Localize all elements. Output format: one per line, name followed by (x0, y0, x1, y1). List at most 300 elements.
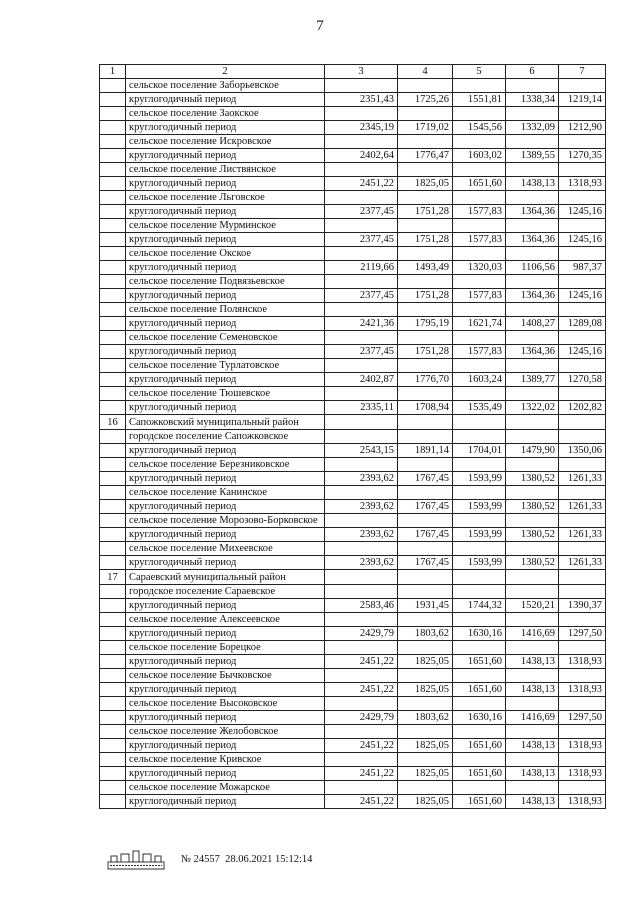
value-cell (325, 331, 398, 345)
table-row (100, 247, 606, 261)
value-cell: 1825,05 (398, 683, 453, 697)
row-index (100, 401, 126, 415)
table-row (100, 753, 606, 767)
value-cell (325, 781, 398, 795)
value-cell: 1297,50 (559, 627, 606, 641)
value-cell (453, 669, 506, 683)
value-cell (398, 163, 453, 177)
value-cell (559, 415, 606, 430)
value-cell: 2451,22 (325, 177, 398, 191)
row-index (100, 528, 126, 542)
value-cell: 2377,45 (325, 233, 398, 247)
value-cell (398, 725, 453, 739)
value-cell: 1389,55 (506, 149, 559, 163)
row-index (100, 613, 126, 627)
value-cell (398, 303, 453, 317)
value-cell: 2345,19 (325, 121, 398, 135)
value-cell (398, 430, 453, 444)
value-cell: 1651,60 (453, 655, 506, 669)
value-cell: 1212,90 (559, 121, 606, 135)
table-row (100, 486, 606, 500)
row-label: сельское поселение Семеновское (126, 331, 325, 345)
value-cell (325, 191, 398, 205)
value-cell (506, 430, 559, 444)
value-cell (506, 191, 559, 205)
row-label: круглогодичный период (126, 373, 325, 387)
table-row (100, 430, 606, 444)
value-cell: 1318,93 (559, 767, 606, 781)
value-cell: 2451,22 (325, 739, 398, 753)
value-cell: 1795,19 (398, 317, 453, 331)
value-cell (506, 135, 559, 149)
value-cell (559, 753, 606, 767)
row-index (100, 683, 126, 697)
row-index (100, 289, 126, 303)
value-cell (325, 669, 398, 683)
value-cell (506, 542, 559, 556)
value-cell (398, 753, 453, 767)
value-cell: 2402,87 (325, 373, 398, 387)
value-cell (453, 303, 506, 317)
value-cell: 1408,27 (506, 317, 559, 331)
row-index (100, 627, 126, 641)
value-cell (325, 753, 398, 767)
value-cell: 1364,36 (506, 289, 559, 303)
table-row (100, 359, 606, 373)
row-label: круглогодичный период (126, 149, 325, 163)
row-label: сельское поселение Бычковское (126, 669, 325, 683)
row-index (100, 93, 126, 107)
value-cell: 1767,45 (398, 556, 453, 570)
value-cell (325, 430, 398, 444)
value-cell: 2393,62 (325, 472, 398, 486)
row-index (100, 444, 126, 458)
value-cell (559, 359, 606, 373)
value-cell: 1825,05 (398, 739, 453, 753)
table-row (100, 177, 606, 191)
value-cell (398, 415, 453, 430)
row-index (100, 387, 126, 401)
table-row (100, 373, 606, 387)
value-cell (453, 430, 506, 444)
row-index (100, 486, 126, 500)
row-label: круглогодичный период (126, 444, 325, 458)
value-cell: 1825,05 (398, 795, 453, 809)
table-row (100, 149, 606, 163)
row-index (100, 458, 126, 472)
table-row (100, 697, 606, 711)
footer (107, 848, 312, 870)
value-cell (506, 753, 559, 767)
value-cell (506, 331, 559, 345)
column-header: 6 (506, 65, 559, 79)
row-index (100, 135, 126, 149)
value-cell (398, 79, 453, 93)
value-cell (559, 697, 606, 711)
value-cell: 1320,03 (453, 261, 506, 275)
row-label: сельское поселение Полянское (126, 303, 325, 317)
value-cell: 2335,11 (325, 401, 398, 415)
table-row (100, 191, 606, 205)
doc-number: № 24557 (181, 853, 220, 865)
table-row (100, 444, 606, 458)
value-cell (398, 669, 453, 683)
value-cell: 1891,14 (398, 444, 453, 458)
value-cell: 2393,62 (325, 556, 398, 570)
value-cell: 1261,33 (559, 500, 606, 514)
row-index (100, 373, 126, 387)
value-cell (398, 570, 453, 585)
row-label: круглогодичный период (126, 627, 325, 641)
value-cell (453, 191, 506, 205)
value-cell: 1380,52 (506, 500, 559, 514)
row-label: сельское поселение Заокское (126, 107, 325, 121)
row-label: городское поселение Сапожковское (126, 430, 325, 444)
value-cell: 1245,16 (559, 233, 606, 247)
value-cell (325, 415, 398, 430)
value-cell (453, 486, 506, 500)
value-cell (559, 331, 606, 345)
value-cell: 1651,60 (453, 767, 506, 781)
value-cell (325, 458, 398, 472)
table-row (100, 135, 606, 149)
value-cell (559, 219, 606, 233)
value-cell (325, 275, 398, 289)
row-index (100, 163, 126, 177)
value-cell (453, 542, 506, 556)
row-index: 16 (100, 415, 126, 430)
value-cell: 1318,93 (559, 795, 606, 809)
value-cell (325, 486, 398, 500)
value-cell (398, 641, 453, 655)
value-cell: 1593,99 (453, 556, 506, 570)
value-cell: 1651,60 (453, 795, 506, 809)
row-label: сельское поселение Окское (126, 247, 325, 261)
row-index (100, 795, 126, 809)
value-cell: 1551,81 (453, 93, 506, 107)
value-cell (453, 585, 506, 599)
row-label: круглогодичный период (126, 795, 325, 809)
column-header: 2 (126, 65, 325, 79)
value-cell (325, 79, 398, 93)
value-cell (559, 135, 606, 149)
value-cell (453, 697, 506, 711)
value-cell: 2351,43 (325, 93, 398, 107)
value-cell (506, 275, 559, 289)
row-index (100, 275, 126, 289)
value-cell: 1364,36 (506, 233, 559, 247)
value-cell: 2402,64 (325, 149, 398, 163)
table-row (100, 669, 606, 683)
seal-icon (107, 848, 165, 870)
row-label: Сараевский муниципальный район (126, 570, 325, 585)
value-cell: 1719,02 (398, 121, 453, 135)
table-row (100, 289, 606, 303)
row-index (100, 514, 126, 528)
value-cell (325, 542, 398, 556)
column-header: 4 (398, 65, 453, 79)
row-index (100, 599, 126, 613)
table-row (100, 401, 606, 415)
value-cell: 1493,49 (398, 261, 453, 275)
row-label: круглогодичный период (126, 261, 325, 275)
row-index (100, 641, 126, 655)
row-label: сельское поселение Турлатовское (126, 359, 325, 373)
value-cell (325, 570, 398, 585)
table-row (100, 345, 606, 359)
value-cell (325, 641, 398, 655)
row-index (100, 697, 126, 711)
row-index (100, 121, 126, 135)
value-cell: 1593,99 (453, 500, 506, 514)
table-row (100, 655, 606, 669)
value-cell (453, 387, 506, 401)
value-cell: 1389,77 (506, 373, 559, 387)
document-stamp (181, 854, 312, 865)
value-cell: 1577,83 (453, 289, 506, 303)
row-label: круглогодичный период (126, 121, 325, 135)
value-cell (506, 359, 559, 373)
value-cell (559, 107, 606, 121)
value-cell: 2393,62 (325, 500, 398, 514)
value-cell (506, 697, 559, 711)
value-cell (398, 613, 453, 627)
value-cell (453, 107, 506, 121)
value-cell: 1106,56 (506, 261, 559, 275)
value-cell: 1390,37 (559, 599, 606, 613)
value-cell (559, 613, 606, 627)
value-cell: 1416,69 (506, 627, 559, 641)
value-cell: 1270,35 (559, 149, 606, 163)
value-cell: 1219,14 (559, 93, 606, 107)
row-label: круглогодичный период (126, 711, 325, 725)
row-label: круглогодичный период (126, 472, 325, 486)
row-index (100, 500, 126, 514)
value-cell: 1380,52 (506, 556, 559, 570)
value-cell: 1630,16 (453, 627, 506, 641)
value-cell: 1535,49 (453, 401, 506, 415)
value-cell: 1577,83 (453, 205, 506, 219)
row-index (100, 585, 126, 599)
value-cell: 2377,45 (325, 289, 398, 303)
value-cell (398, 486, 453, 500)
value-cell: 1479,90 (506, 444, 559, 458)
value-cell: 1245,16 (559, 205, 606, 219)
row-label: круглогодичный период (126, 345, 325, 359)
value-cell: 987,37 (559, 261, 606, 275)
value-cell: 1438,13 (506, 655, 559, 669)
value-cell: 1438,13 (506, 177, 559, 191)
table-header-row (100, 65, 606, 79)
column-header: 3 (325, 65, 398, 79)
value-cell (325, 613, 398, 627)
value-cell (506, 219, 559, 233)
value-cell: 1261,33 (559, 556, 606, 570)
value-cell: 1380,52 (506, 528, 559, 542)
row-index (100, 247, 126, 261)
value-cell (453, 135, 506, 149)
row-label: круглогодичный период (126, 528, 325, 542)
value-cell (559, 275, 606, 289)
value-cell: 1545,56 (453, 121, 506, 135)
value-cell: 1744,32 (453, 599, 506, 613)
row-label: круглогодичный период (126, 655, 325, 669)
value-cell: 1803,62 (398, 627, 453, 641)
value-cell: 1931,45 (398, 599, 453, 613)
table-row (100, 163, 606, 177)
value-cell: 2543,15 (325, 444, 398, 458)
table-row (100, 317, 606, 331)
value-cell (506, 585, 559, 599)
row-index (100, 781, 126, 795)
table-row (100, 233, 606, 247)
value-cell (453, 359, 506, 373)
table-row (100, 781, 606, 795)
table-row (100, 767, 606, 781)
row-label: городское поселение Сараевское (126, 585, 325, 599)
table-row (100, 528, 606, 542)
row-label: круглогодичный период (126, 289, 325, 303)
district-row (100, 415, 606, 430)
value-cell (559, 79, 606, 93)
value-cell (559, 247, 606, 261)
table-row (100, 683, 606, 697)
value-cell: 1704,01 (453, 444, 506, 458)
value-cell (506, 79, 559, 93)
value-cell: 1751,28 (398, 205, 453, 219)
value-cell (506, 613, 559, 627)
row-index (100, 303, 126, 317)
value-cell: 1261,33 (559, 472, 606, 486)
table-row (100, 219, 606, 233)
value-cell (325, 107, 398, 121)
doc-datetime: 28.06.2021 15:12:14 (225, 853, 313, 865)
row-index (100, 205, 126, 219)
row-label: круглогодичный период (126, 500, 325, 514)
value-cell (506, 107, 559, 121)
value-cell (506, 514, 559, 528)
value-cell (325, 219, 398, 233)
value-cell: 1767,45 (398, 500, 453, 514)
page-number: 7 (316, 18, 324, 34)
value-cell: 1270,58 (559, 373, 606, 387)
value-cell (325, 697, 398, 711)
table-row (100, 472, 606, 486)
row-index (100, 669, 126, 683)
value-cell (453, 79, 506, 93)
value-cell (325, 163, 398, 177)
table-row (100, 121, 606, 135)
value-cell (398, 331, 453, 345)
value-cell: 2451,22 (325, 683, 398, 697)
value-cell (398, 107, 453, 121)
value-cell (559, 542, 606, 556)
table-row (100, 627, 606, 641)
value-cell (453, 331, 506, 345)
value-cell (398, 275, 453, 289)
row-label: круглогодичный период (126, 233, 325, 247)
value-cell (398, 191, 453, 205)
row-index (100, 331, 126, 345)
value-cell: 1318,93 (559, 739, 606, 753)
table-row (100, 641, 606, 655)
table-row (100, 711, 606, 725)
value-cell: 1776,70 (398, 373, 453, 387)
value-cell: 1318,93 (559, 655, 606, 669)
row-label: круглогодичный период (126, 401, 325, 415)
value-cell (398, 514, 453, 528)
table-row (100, 795, 606, 809)
value-cell: 2421,36 (325, 317, 398, 331)
row-index (100, 556, 126, 570)
value-cell: 1776,47 (398, 149, 453, 163)
value-cell (325, 514, 398, 528)
value-cell: 1725,26 (398, 93, 453, 107)
table-row (100, 458, 606, 472)
row-label: сельское поселение Тюшевское (126, 387, 325, 401)
row-label: сельское поселение Кривское (126, 753, 325, 767)
table-row (100, 331, 606, 345)
value-cell: 1603,02 (453, 149, 506, 163)
row-label: сельское поселение Алексеевское (126, 613, 325, 627)
value-cell: 2451,22 (325, 655, 398, 669)
row-label: круглогодичный период (126, 683, 325, 697)
row-index (100, 767, 126, 781)
value-cell (559, 430, 606, 444)
value-cell (453, 415, 506, 430)
value-cell: 1825,05 (398, 767, 453, 781)
row-index (100, 79, 126, 93)
value-cell (453, 570, 506, 585)
value-cell (506, 303, 559, 317)
value-cell: 1630,16 (453, 711, 506, 725)
value-cell: 1322,02 (506, 401, 559, 415)
value-cell (398, 219, 453, 233)
value-cell (453, 275, 506, 289)
row-label: круглогодичный период (126, 599, 325, 613)
row-index (100, 177, 126, 191)
value-cell: 1438,13 (506, 767, 559, 781)
row-label: сельское поселение Канинское (126, 486, 325, 500)
value-cell (325, 247, 398, 261)
row-label: круглогодичный период (126, 556, 325, 570)
table-row (100, 613, 606, 627)
row-index (100, 739, 126, 753)
value-cell: 2377,45 (325, 345, 398, 359)
value-cell: 2119,66 (325, 261, 398, 275)
row-label: круглогодичный период (126, 317, 325, 331)
value-cell: 2377,45 (325, 205, 398, 219)
value-cell: 2451,22 (325, 795, 398, 809)
value-cell: 1751,28 (398, 289, 453, 303)
value-cell (506, 781, 559, 795)
table-row (100, 599, 606, 613)
value-cell (398, 542, 453, 556)
value-cell: 1751,28 (398, 345, 453, 359)
value-cell (506, 570, 559, 585)
value-cell: 1318,93 (559, 683, 606, 697)
column-header: 7 (559, 65, 606, 79)
value-cell: 1261,33 (559, 528, 606, 542)
value-cell (325, 387, 398, 401)
value-cell: 2451,22 (325, 767, 398, 781)
value-cell: 1651,60 (453, 683, 506, 697)
row-index (100, 191, 126, 205)
row-label: круглогодичный период (126, 767, 325, 781)
row-label: сельское поселение Можарское (126, 781, 325, 795)
row-label: сельское поселение Искровское (126, 135, 325, 149)
value-cell (398, 585, 453, 599)
